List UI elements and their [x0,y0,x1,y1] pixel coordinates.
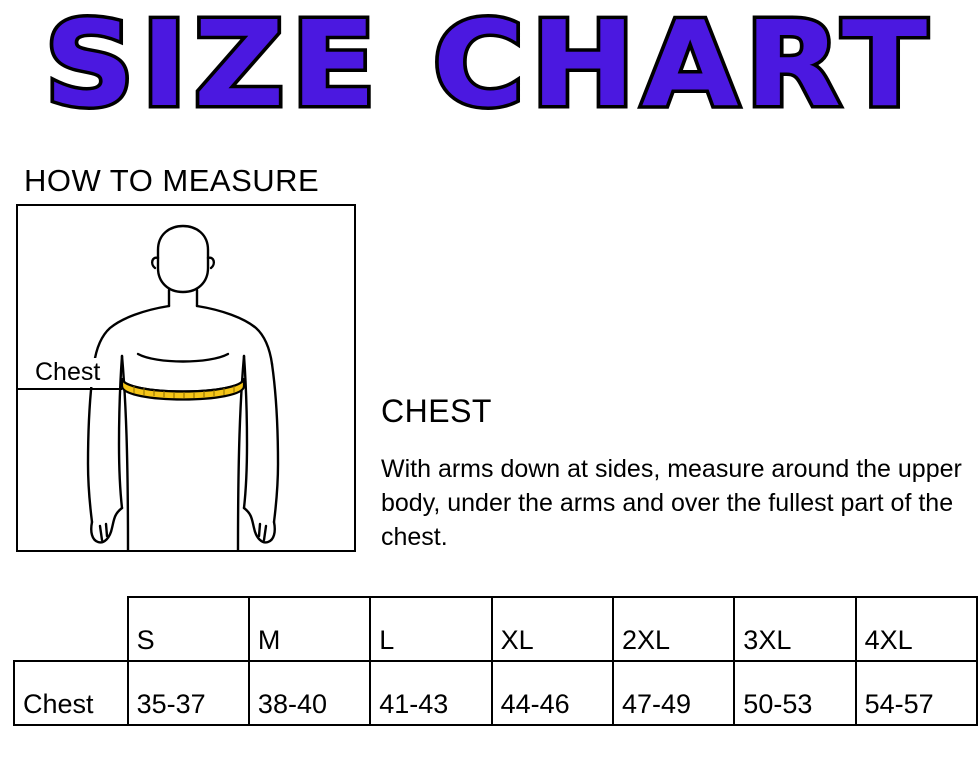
size-chart-table [13,596,978,726]
table-header-l: L [370,597,491,661]
table-cell-chest-l: 41-43 [370,661,491,725]
description-body: With arms down at sides, measure around the upper body, under the arms and over the fullest part of the chest. [381,455,962,551]
chest-callout-label: Chest [35,358,101,386]
table-cell-chest-2xl: 47-49 [613,661,734,725]
table-header-row [14,597,977,661]
table-row [14,661,977,725]
table-header-m: M [249,597,370,661]
table-header-2xl: 2XL [613,597,734,661]
table-corner-cell [14,597,128,661]
table-header-4xl: 4XL [856,597,977,661]
table-cell-chest-4xl: 54-57 [856,661,977,725]
table-cell-chest-3xl: 50-53 [734,661,855,725]
table-cell-chest-xl: 44-46 [492,661,613,725]
tape-measure-icon [122,378,244,400]
how-to-measure-heading: HOW TO MEASURE [24,163,320,198]
table-row-label-chest: Chest [14,661,128,725]
table-header-s: S [128,597,249,661]
table-cell-chest-m: 38-40 [249,661,370,725]
page-title: SIZE CHART [44,0,934,133]
table-header-xl: XL [492,597,613,661]
table-cell-chest-s: 35-37 [128,661,249,725]
description-heading: CHEST [381,393,492,429]
table-header-3xl: 3XL [734,597,855,661]
